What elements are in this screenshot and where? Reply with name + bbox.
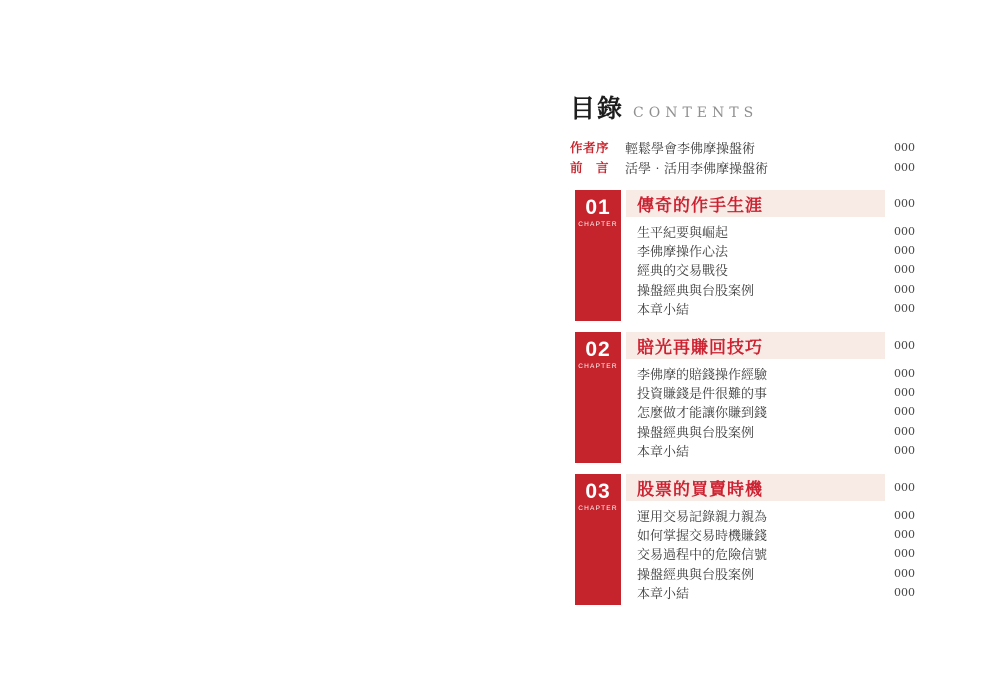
- page-number: 000: [894, 263, 915, 277]
- page-number: 000: [894, 225, 915, 239]
- entry-title: 輕鬆學會李佛摩操盤術: [625, 141, 756, 157]
- toc-row: [626, 222, 915, 241]
- toc-row: [626, 383, 915, 402]
- toc-row: [626, 364, 915, 383]
- toc-row: [626, 525, 915, 544]
- chapter-word: CHAPTER: [578, 505, 618, 513]
- chapter-items: [626, 222, 915, 321]
- chapter-title-bar: [626, 474, 885, 501]
- chapter-number: 03: [585, 479, 611, 503]
- chapter-body: [626, 474, 915, 605]
- entry-title: 本章小結: [637, 586, 690, 602]
- toc-row: [626, 280, 915, 299]
- chapter-word: CHAPTER: [578, 221, 618, 229]
- toc-row: [626, 241, 915, 260]
- page-number: 000: [894, 301, 915, 315]
- page-number: 000: [894, 528, 915, 542]
- entry-title: 本章小結: [637, 444, 690, 460]
- chapter-title-row: [626, 190, 915, 217]
- chapter-title-row: [626, 474, 915, 501]
- page-number: 000: [894, 443, 915, 457]
- toc-row-foreword: [570, 157, 915, 177]
- page-number: 000: [894, 367, 915, 381]
- page-number: 000: [894, 244, 915, 258]
- page-number: 000: [894, 160, 915, 174]
- chapter-number: 01: [585, 196, 611, 219]
- chapter-number-block: [575, 474, 621, 605]
- chapter-body: [626, 332, 915, 463]
- chapter-title-row: [626, 332, 915, 359]
- entry-title: 操盤經典與台股案例: [637, 425, 755, 441]
- toc-row: [626, 402, 915, 421]
- chapter-items: [626, 506, 915, 605]
- page-number: 000: [894, 386, 915, 400]
- toc-row: [626, 544, 915, 563]
- entry-title: 李佛摩的賠錢操作經驗: [637, 368, 768, 384]
- entry-title: 操盤經典與台股案例: [637, 567, 755, 583]
- page-number: 000: [894, 405, 915, 419]
- entry-title: 活學‧活用李佛摩操盤術: [625, 161, 769, 177]
- toc-row: [626, 506, 915, 525]
- toc-row: [626, 583, 915, 602]
- entry-title: 投資賺錢是件很難的事: [637, 387, 768, 403]
- chapter-number-block: [575, 332, 621, 463]
- page-number: 000: [894, 508, 915, 522]
- front-label: 前 言: [570, 161, 610, 175]
- toc-title-zh: 目錄: [570, 94, 625, 123]
- toc-row: [626, 441, 915, 460]
- page-number: 000: [894, 140, 915, 154]
- toc-title-en: CONTENTS: [633, 105, 759, 121]
- chapter-word: CHAPTER: [578, 363, 618, 371]
- entry-title: 如何掌握交易時機賺錢: [637, 529, 768, 545]
- toc-row: [626, 299, 915, 318]
- page-number: 000: [894, 585, 915, 599]
- toc-row: [626, 260, 915, 279]
- page-number: 000: [894, 480, 915, 494]
- toc-header: [570, 95, 915, 123]
- toc-row: [626, 422, 915, 441]
- chapter-body: [626, 190, 915, 321]
- page-number: 000: [894, 338, 915, 352]
- entry-title: 李佛摩操作心法: [637, 245, 729, 261]
- page-number: 000: [894, 566, 915, 580]
- entry-title: 怎麼做才能讓你賺到錢: [637, 406, 768, 422]
- chapter-items: [626, 364, 915, 463]
- chapter-number: 02: [585, 337, 611, 361]
- front-matter: [570, 137, 915, 177]
- chapter-number-block: [575, 190, 621, 321]
- entry-title: 經典的交易戰役: [637, 264, 729, 280]
- front-label: 作者序: [570, 141, 610, 155]
- entry-title: 生平紀要與崛起: [637, 226, 729, 242]
- page-number: 000: [894, 197, 915, 210]
- toc-row-author-preface: [570, 137, 915, 157]
- chapter-section-03: [575, 474, 915, 605]
- toc-row: [626, 563, 915, 582]
- entry-title: 交易過程中的危險信號: [637, 548, 768, 564]
- chapter-section-01: [575, 190, 915, 321]
- chapter-title: 傳奇的作手生涯: [637, 196, 763, 215]
- entry-title: 運用交易記錄親力親為: [637, 509, 768, 525]
- chapter-title: 賠光再賺回技巧: [637, 337, 763, 357]
- page-number: 000: [894, 282, 915, 296]
- chapter-section-02: [575, 332, 915, 463]
- table-of-contents: [570, 95, 915, 605]
- chapter-title: 股票的買賣時機: [637, 479, 763, 499]
- chapter-title-bar: [626, 332, 885, 359]
- entry-title: 操盤經典與台股案例: [637, 283, 755, 299]
- page-number: 000: [894, 547, 915, 561]
- page-number: 000: [894, 424, 915, 438]
- chapter-title-bar: [626, 190, 885, 217]
- entry-title: 本章小結: [637, 302, 690, 318]
